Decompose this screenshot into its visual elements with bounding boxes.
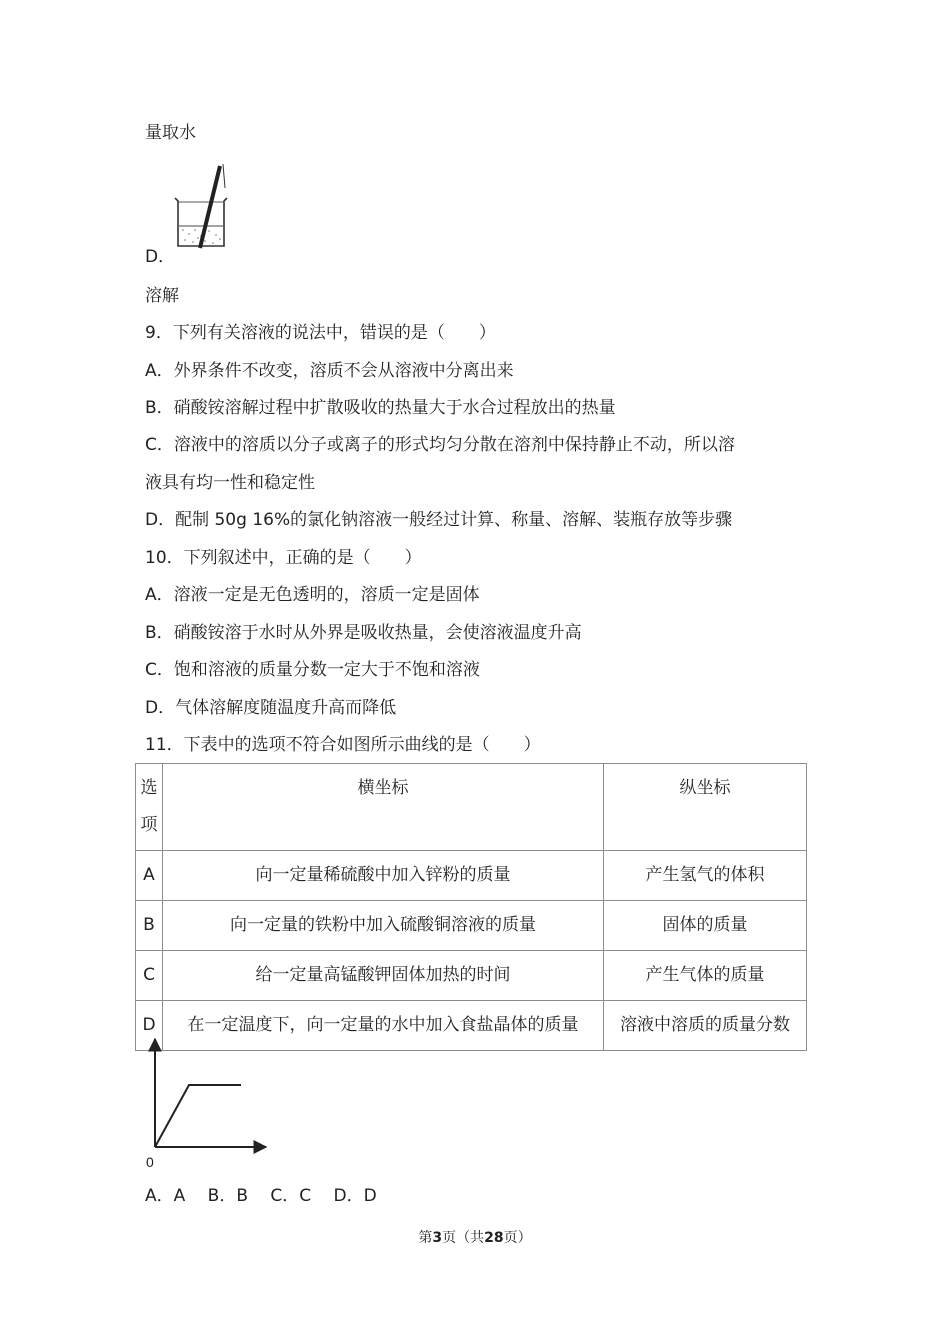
page-number: 3 bbox=[432, 1230, 443, 1246]
table-cell: 产生氢气的体积 bbox=[604, 851, 807, 901]
curve-line bbox=[155, 1085, 241, 1147]
table-cell: 向一定量稀硫酸中加入锌粉的质量 bbox=[163, 851, 604, 901]
q9-option-a: A．外界条件不改变，溶质不会从溶液中分离出来 bbox=[145, 361, 514, 381]
q10-option-b: B．硝酸铵溶于水时从外界是吸收热量，会使溶液温度升高 bbox=[145, 623, 582, 643]
table-row bbox=[136, 851, 807, 901]
origin-label: 0 bbox=[146, 1154, 154, 1170]
table-cell: C bbox=[136, 951, 163, 1001]
question-11: 11．下表中的选项不符合如图所示曲线的是（ ） bbox=[145, 735, 541, 755]
table-cell: 给一定量高锰酸钾固体加热的时间 bbox=[163, 951, 604, 1001]
q10-option-a: A．溶液一定是无色透明的，溶质一定是固体 bbox=[145, 585, 480, 605]
q9-option-c: C．溶液中的溶质以分子或离子的形式均匀分散在溶剂中保持静止不动，所以溶 bbox=[145, 435, 735, 455]
q9-option-b: B．硝酸铵溶解过程中扩散吸收的热量大于水合过程放出的热量 bbox=[145, 398, 616, 418]
q10-option-d: D．气体溶解度随温度升高而降低 bbox=[145, 698, 397, 718]
question-10: 10．下列叙述中，正确的是（ ） bbox=[145, 548, 422, 568]
option-label: D． bbox=[145, 247, 176, 267]
table-row bbox=[136, 901, 807, 951]
beaker-stirring-figure bbox=[170, 160, 232, 252]
text-line: 量取水 bbox=[145, 123, 196, 143]
table-cell: 产生气体的质量 bbox=[604, 951, 807, 1001]
question-9: 9．下列有关溶液的说法中，错误的是（ ） bbox=[145, 323, 496, 343]
table-cell: B bbox=[136, 901, 163, 951]
page-footer bbox=[0, 1228, 950, 1248]
table-row bbox=[136, 951, 807, 1001]
header-cell: 横坐标 bbox=[163, 764, 604, 851]
q9-option-d: D．配制 50g 16%的氯化钠溶液一般经过计算、称量、溶解、装瓶存放等步骤 bbox=[145, 510, 733, 530]
q11-table bbox=[135, 763, 807, 1051]
footer-text: 第 bbox=[418, 1230, 433, 1246]
q9-option-c-cont: 液具有均一性和稳定性 bbox=[145, 473, 315, 493]
header-cell: 选项 bbox=[136, 764, 163, 851]
table-cell: 溶液中溶质的质量分数 bbox=[604, 1001, 807, 1051]
table-header-row bbox=[136, 764, 807, 851]
table-cell: 向一定量的铁粉中加入硫酸铜溶液的质量 bbox=[163, 901, 604, 951]
header-cell: 纵坐标 bbox=[604, 764, 807, 851]
table-cell: 在一定温度下，向一定量的水中加入食盐晶体的质量 bbox=[163, 1001, 604, 1051]
footer-text: 页（共 bbox=[442, 1230, 485, 1246]
q10-option-c: C．饱和溶液的质量分数一定大于不饱和溶液 bbox=[145, 660, 480, 680]
table-cell: A bbox=[136, 851, 163, 901]
total-pages: 28 bbox=[484, 1230, 504, 1246]
curve-graph bbox=[140, 1035, 275, 1175]
q11-answer-options: A．A B．B C．C D．D bbox=[145, 1186, 377, 1206]
footer-text: 页） bbox=[503, 1230, 532, 1246]
table-cell: 固体的质量 bbox=[604, 901, 807, 951]
text-line: 溶解 bbox=[145, 286, 179, 306]
table-cell: D bbox=[136, 1001, 163, 1051]
